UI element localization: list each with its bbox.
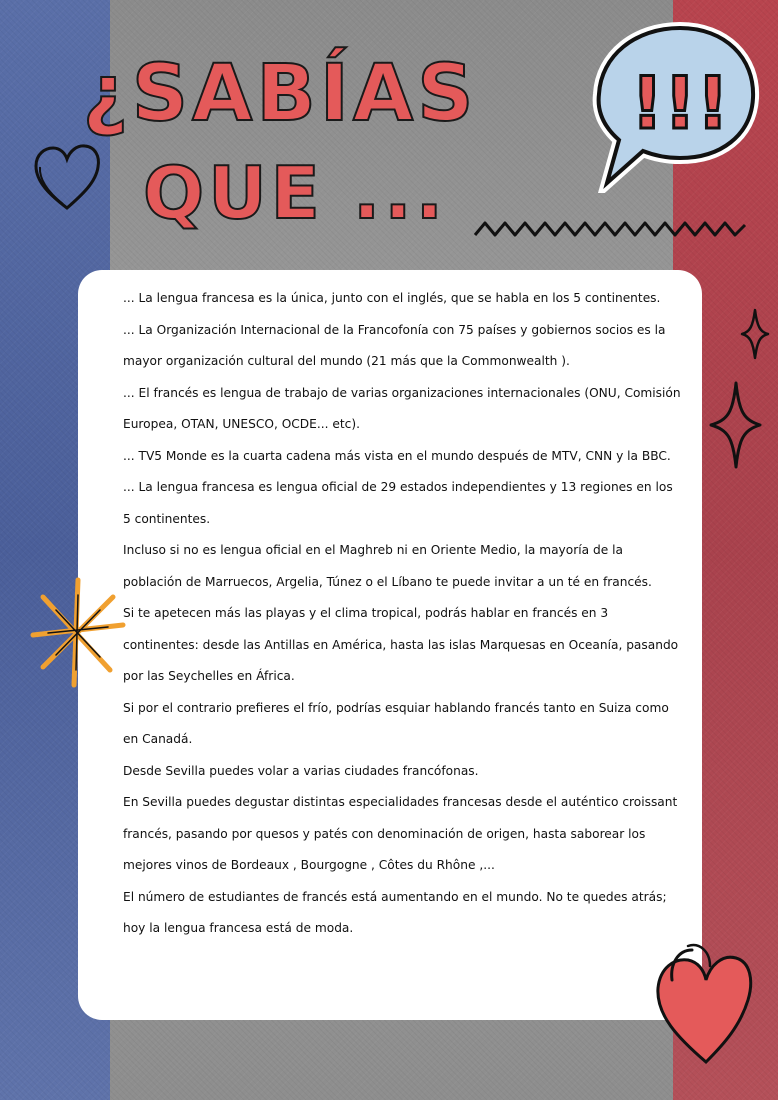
sparkle-icon	[708, 380, 763, 470]
fact-item: Si te apetecen más las playas y el clima tropical, podrás hablar en francés en 3 continentes: desde las Antillas en América, hasta las islas Marquesas en Oceanía, pasando por las Seychelles en África.	[123, 606, 679, 683]
sparkle-icon	[740, 308, 770, 360]
speech-bubble-icon	[585, 18, 760, 193]
bubble-text: !!!	[630, 61, 730, 145]
heart-red-icon	[648, 940, 758, 1070]
fact-item: Desde Sevilla puedes volar a varias ciudades francófonas.	[123, 763, 479, 778]
zigzag-doodle	[470, 213, 750, 243]
title-line-1: ¿SABÍAS	[82, 49, 478, 139]
title-line-2: QUE ...	[143, 151, 447, 235]
heart-outline-icon	[30, 140, 105, 215]
fact-item: ... TV5 Monde es la cuarta cadena más vista en el mundo después de MTV, CNN y la BBC.	[123, 448, 671, 463]
fact-item: ... La Organización Internacional de la Francofonía con 75 países y gobiernos socios es la mayor organización cultural del mundo (21 más que la Commonwealth ).	[123, 322, 666, 368]
orange-star-icon	[28, 575, 128, 690]
fact-item: En Sevilla puedes degustar distintas especialidades francesas desde el auténtico croissant francés, pasando por quesos y patés con denominación de origen, hasta saborear los mejores vinos de Bordeaux , Bourgogne , Côtes du Rhône ,...	[123, 795, 678, 872]
fact-item: ... El francés es lengua de trabajo de varias organizaciones internacionales (ONU, Comisión Europea, OTAN, UNESCO, OCDE... etc).	[123, 385, 681, 431]
facts-list	[123, 283, 683, 945]
fact-item: Incluso si no es lengua oficial en el Maghreb ni en Oriente Medio, la mayoría de la población de Marruecos, Argelia, Túnez o el Líbano te puede invitar a un té en francés.	[123, 543, 652, 589]
fact-item: ... La lengua francesa es lengua oficial de 29 estados independientes y 13 regiones en los 5 continentes.	[123, 480, 673, 526]
fact-item: El número de estudiantes de francés está aumentando en el mundo. No te quedes atrás; hoy la lengua francesa está de moda.	[123, 889, 667, 935]
fact-item: Si por el contrario prefieres el frío, podrías esquiar hablando francés tanto en Suiza como en Canadá.	[123, 700, 669, 746]
fact-item: ... La lengua francesa es la única, junto con el inglés, que se habla en los 5 continentes.	[123, 291, 661, 305]
